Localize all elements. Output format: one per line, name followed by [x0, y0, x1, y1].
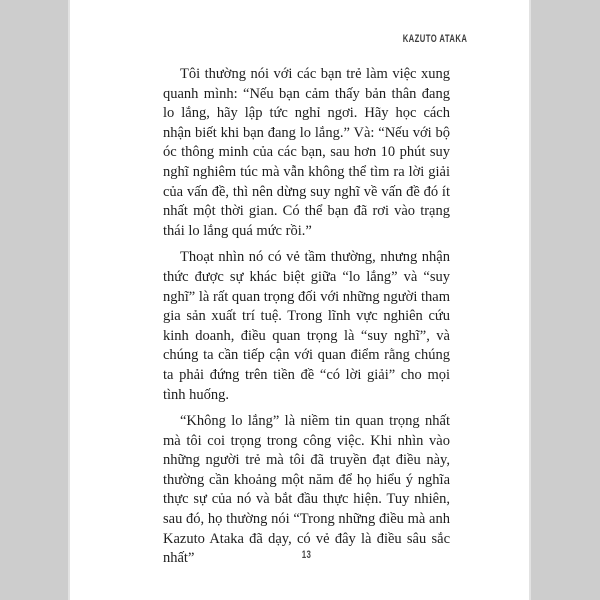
page-number: 13	[301, 549, 312, 561]
paragraph: Tôi thường nói với các bạn trẻ làm việc xung quanh mình: “Nếu bạn cảm thấy bản thân đang lo lắng, hãy lập tức nghỉ ngơi. Hãy học cách nhận biết khi bạn đang lo lắng.” Và: “Nếu với bộ óc thông minh của các bạn, sau hơn 10 phút suy nghĩ nghiêm túc mà vẫn không thể tìm ra lời giải của vấn đề, thì nên dừng suy nghĩ về vấn đề đó ít nhất một thời gian. Có thể bạn đã rơi vào trạng thái lo lắng quá mức rồi.”	[163, 66, 450, 239]
body-text-block	[163, 65, 450, 576]
paragraph: Thoạt nhìn nó có vẻ tầm thường, nhưng nhận thức được sự khác biệt giữa “lo lắng” và “suy nghĩ” là rất quan trọng đối với những người tham gia sản xuất trí tuệ. Trong lĩnh vực nghiên cứu kinh doanh, điều quan trọng là “suy nghĩ”, và chúng ta cần tiếp cận với quan điểm rằng chúng ta phải đứng trên tiền đề “có lời giải” cho mọi tình huống.	[163, 249, 450, 403]
running-header-author: KAZUTO ATAKA	[402, 33, 467, 45]
book-page	[68, 0, 531, 600]
paragraph: “Không lo lắng” là niềm tin quan trọng nhất mà tôi coi trọng trong công việc. Khi nhìn vào những người trẻ mà tôi đã truyền đạt điều này, thường cần khoảng một năm để họ hiểu ý nghĩa thực sự của nó và bắt đầu thực hiện. Tuy nhiên, sau đó, họ thường nói “Trong những điều mà anh Kazuto Ataka đã dạy, có vẻ đây là điều sâu sắc nhất”	[163, 413, 450, 567]
